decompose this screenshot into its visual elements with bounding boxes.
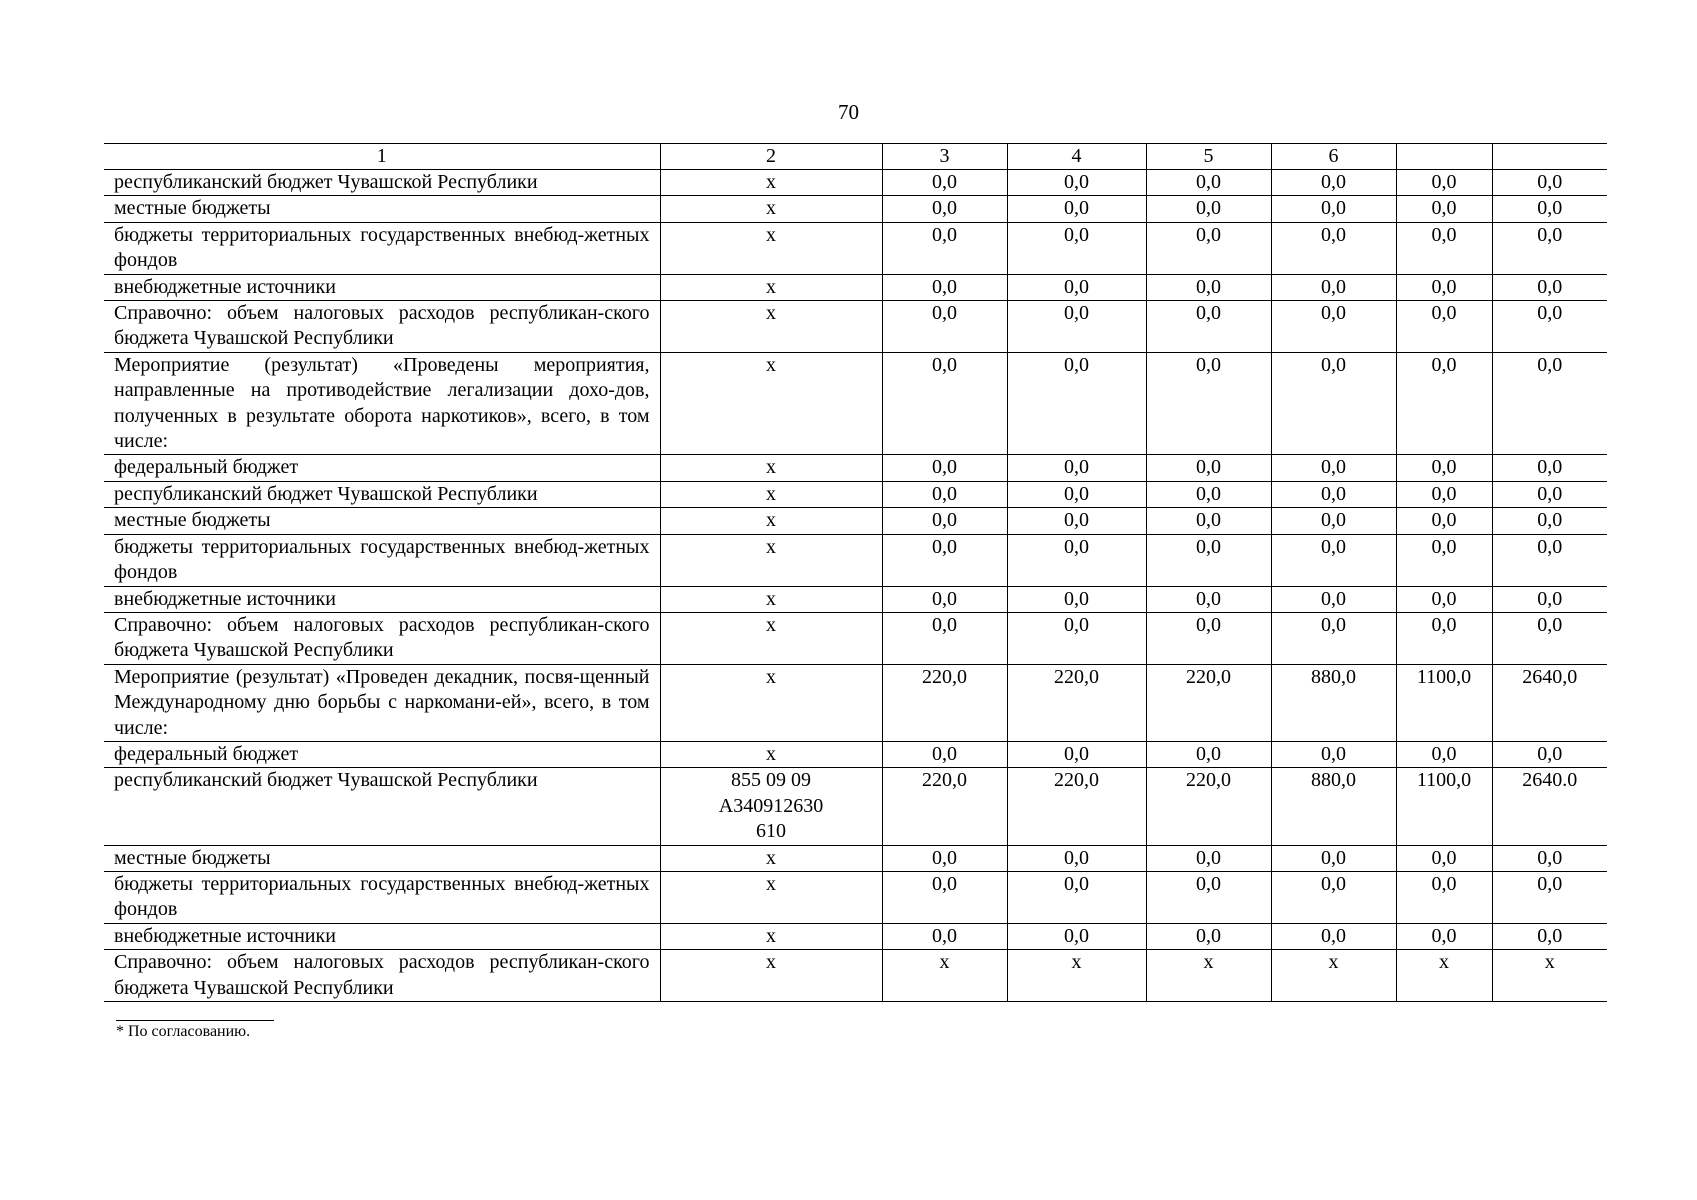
page-number: 70 <box>838 100 859 124</box>
value-cell: 0,0 <box>1271 222 1396 274</box>
value-cell: 0,0 <box>1271 871 1396 923</box>
budget-code-cell: х <box>660 950 882 1002</box>
value-cell: 0,0 <box>882 301 1007 353</box>
value-cell: 0,0 <box>1492 923 1607 949</box>
table-row <box>104 274 1607 300</box>
table-row <box>104 845 1607 871</box>
value-cell: 220,0 <box>1146 768 1271 845</box>
value-cell: 0,0 <box>1271 586 1396 612</box>
value-cell: 0,0 <box>1007 352 1146 455</box>
value-cell: 0,0 <box>1007 196 1146 222</box>
budget-code-cell: х <box>660 222 882 274</box>
value-cell: 0,0 <box>1396 170 1492 196</box>
value-cell: 0,0 <box>1146 845 1271 871</box>
value-cell: 0,0 <box>1492 508 1607 534</box>
header-cell <box>1492 144 1607 170</box>
table-row <box>104 923 1607 949</box>
table-row <box>104 768 1607 845</box>
value-cell: 220,0 <box>882 664 1007 741</box>
value-cell: 0,0 <box>1271 534 1396 586</box>
row-name-cell: Справочно: объем налоговых расходов республикан-ского бюджета Чувашской Республики <box>104 950 660 1002</box>
value-cell: 220,0 <box>1007 664 1146 741</box>
value-cell: 0,0 <box>882 196 1007 222</box>
row-name-cell: местные бюджеты <box>104 508 660 534</box>
header-cell: 1 <box>104 144 660 170</box>
budget-code-cell: х <box>660 196 882 222</box>
value-cell: 0,0 <box>1146 534 1271 586</box>
budget-code-cell: х <box>660 871 882 923</box>
budget-code-cell: х <box>660 455 882 481</box>
value-cell: 0,0 <box>1271 481 1396 507</box>
value-cell: 0,0 <box>1396 845 1492 871</box>
table-row <box>104 222 1607 274</box>
value-cell: 0,0 <box>1007 301 1146 353</box>
budget-table <box>104 143 1607 1002</box>
value-cell: х <box>1271 950 1396 1002</box>
value-cell: 0,0 <box>882 481 1007 507</box>
row-name-cell: местные бюджеты <box>104 845 660 871</box>
value-cell: 0,0 <box>1492 196 1607 222</box>
value-cell: х <box>1492 950 1607 1002</box>
value-cell: 0,0 <box>1492 222 1607 274</box>
row-name-cell: республиканский бюджет Чувашской Республики <box>104 170 660 196</box>
value-cell: 0,0 <box>1396 222 1492 274</box>
value-cell: 0,0 <box>1146 274 1271 300</box>
value-cell: 0,0 <box>1396 481 1492 507</box>
value-cell: 0,0 <box>1396 923 1492 949</box>
value-cell: 0,0 <box>1396 455 1492 481</box>
value-cell: 0,0 <box>1146 481 1271 507</box>
budget-code-cell: х <box>660 301 882 353</box>
row-name-cell: внебюджетные источники <box>104 586 660 612</box>
value-cell: 0,0 <box>882 586 1007 612</box>
budget-code-cell: х <box>660 352 882 455</box>
value-cell: 0,0 <box>1271 923 1396 949</box>
table-row <box>104 508 1607 534</box>
budget-code-cell: х <box>660 508 882 534</box>
value-cell: 0,0 <box>1007 612 1146 664</box>
value-cell: 0,0 <box>1396 741 1492 767</box>
table-header-row <box>104 144 1607 170</box>
value-cell: 0,0 <box>1007 586 1146 612</box>
header-cell: 6 <box>1271 144 1396 170</box>
value-cell: х <box>1007 950 1146 1002</box>
value-cell: 0,0 <box>1271 455 1396 481</box>
value-cell: 0,0 <box>1146 612 1271 664</box>
table-row <box>104 534 1607 586</box>
header-cell: 4 <box>1007 144 1146 170</box>
row-name-cell: федеральный бюджет <box>104 741 660 767</box>
value-cell: 0,0 <box>1007 741 1146 767</box>
row-name-cell: республиканский бюджет Чувашской Республики <box>104 481 660 507</box>
value-cell: 0,0 <box>1146 871 1271 923</box>
value-cell: 0,0 <box>1007 481 1146 507</box>
value-cell: 0,0 <box>1492 352 1607 455</box>
table-row <box>104 481 1607 507</box>
budget-code-cell: х <box>660 664 882 741</box>
value-cell: 0,0 <box>1492 274 1607 300</box>
value-cell: 0,0 <box>1396 586 1492 612</box>
table-row <box>104 950 1607 1002</box>
value-cell: х <box>882 950 1007 1002</box>
row-name-cell: бюджеты территориальных государственных внебюд-жетных фондов <box>104 871 660 923</box>
row-name-cell: Справочно: объем налоговых расходов республикан-ского бюджета Чувашской Республики <box>104 301 660 353</box>
row-name-cell: Мероприятие (результат) «Проведены мероприятия, направленные на противодействие легализации дохо-дов, полученных в результате оборота наркотиков», всего, в том числе: <box>104 352 660 455</box>
value-cell: 0,0 <box>1007 871 1146 923</box>
budget-code-cell: х <box>660 534 882 586</box>
value-cell: 0,0 <box>1271 741 1396 767</box>
value-cell: 1100,0 <box>1396 768 1492 845</box>
value-cell: 0,0 <box>1007 170 1146 196</box>
value-cell: 0,0 <box>1007 455 1146 481</box>
value-cell: 0,0 <box>1492 586 1607 612</box>
row-name-cell: республиканский бюджет Чувашской Республики <box>104 768 660 845</box>
value-cell: 0,0 <box>1007 923 1146 949</box>
value-cell: 2640.0 <box>1492 768 1607 845</box>
header-cell <box>1396 144 1492 170</box>
budget-code-cell: х <box>660 274 882 300</box>
budget-code-cell: х <box>660 170 882 196</box>
value-cell: 0,0 <box>1492 455 1607 481</box>
value-cell: 0,0 <box>1007 274 1146 300</box>
value-cell: 0,0 <box>1007 534 1146 586</box>
value-cell: 220,0 <box>882 768 1007 845</box>
table-row <box>104 612 1607 664</box>
row-name-cell: бюджеты территориальных государственных внебюд-жетных фондов <box>104 222 660 274</box>
row-name-cell: федеральный бюджет <box>104 455 660 481</box>
value-cell: 0,0 <box>1492 871 1607 923</box>
value-cell: 0,0 <box>882 222 1007 274</box>
value-cell: 880,0 <box>1271 664 1396 741</box>
value-cell: 0,0 <box>1271 274 1396 300</box>
table-row <box>104 196 1607 222</box>
value-cell: 0,0 <box>1146 586 1271 612</box>
value-cell: 0,0 <box>882 923 1007 949</box>
value-cell: 0,0 <box>882 741 1007 767</box>
value-cell: 0,0 <box>1146 741 1271 767</box>
header-cell: 2 <box>660 144 882 170</box>
value-cell: 0,0 <box>1492 845 1607 871</box>
value-cell: 0,0 <box>1146 923 1271 949</box>
row-name-cell: внебюджетные источники <box>104 923 660 949</box>
value-cell: 0,0 <box>882 508 1007 534</box>
value-cell: 0,0 <box>882 871 1007 923</box>
value-cell: 0,0 <box>1146 170 1271 196</box>
header-cell: 5 <box>1146 144 1271 170</box>
value-cell: 0,0 <box>1396 508 1492 534</box>
table-row <box>104 455 1607 481</box>
footnote-divider <box>116 1020 274 1021</box>
table-row <box>104 170 1607 196</box>
budget-code-cell: 855 09 09 А340912630 610 <box>660 768 882 845</box>
value-cell: 0,0 <box>1396 301 1492 353</box>
value-cell: 0,0 <box>1396 612 1492 664</box>
budget-code-cell: х <box>660 741 882 767</box>
table-row <box>104 301 1607 353</box>
value-cell: 0,0 <box>1271 612 1396 664</box>
value-cell: 0,0 <box>1146 352 1271 455</box>
budget-code-cell: х <box>660 612 882 664</box>
value-cell: 0,0 <box>882 845 1007 871</box>
budget-code-cell: х <box>660 586 882 612</box>
row-name-cell: внебюджетные источники <box>104 274 660 300</box>
value-cell: х <box>1146 950 1271 1002</box>
value-cell: 0,0 <box>1146 222 1271 274</box>
value-cell: х <box>1396 950 1492 1002</box>
value-cell: 0,0 <box>1146 196 1271 222</box>
footnote: * По согласованию. <box>116 1023 251 1040</box>
row-name-cell: Справочно: объем налоговых расходов республикан-ского бюджета Чувашской Республики <box>104 612 660 664</box>
value-cell: 1100,0 <box>1396 664 1492 741</box>
value-cell: 0,0 <box>1007 845 1146 871</box>
value-cell: 0,0 <box>882 455 1007 481</box>
value-cell: 0,0 <box>1271 845 1396 871</box>
value-cell: 0,0 <box>1492 534 1607 586</box>
row-name-cell: бюджеты территориальных государственных внебюд-жетных фондов <box>104 534 660 586</box>
value-cell: 0,0 <box>1396 871 1492 923</box>
table-row <box>104 741 1607 767</box>
budget-code-cell: х <box>660 923 882 949</box>
value-cell: 0,0 <box>882 274 1007 300</box>
value-cell: 220,0 <box>1007 768 1146 845</box>
value-cell: 0,0 <box>1396 352 1492 455</box>
value-cell: 0,0 <box>1271 170 1396 196</box>
value-cell: 0,0 <box>1271 301 1396 353</box>
value-cell: 0,0 <box>1492 741 1607 767</box>
row-name-cell: Мероприятие (результат) «Проведен декадник, посвя-щенный Международному дню борьбы с наркомани-ей», всего, в том числе: <box>104 664 660 741</box>
value-cell: 220,0 <box>1146 664 1271 741</box>
table-row <box>104 871 1607 923</box>
value-cell: 2640,0 <box>1492 664 1607 741</box>
value-cell: 0,0 <box>1007 222 1146 274</box>
value-cell: 0,0 <box>1396 534 1492 586</box>
value-cell: 0,0 <box>882 534 1007 586</box>
value-cell: 0,0 <box>1271 508 1396 534</box>
value-cell: 0,0 <box>1492 301 1607 353</box>
budget-code-cell: х <box>660 845 882 871</box>
table-row <box>104 664 1607 741</box>
value-cell: 0,0 <box>1007 508 1146 534</box>
value-cell: 0,0 <box>1271 352 1396 455</box>
value-cell: 0,0 <box>882 352 1007 455</box>
value-cell: 0,0 <box>1146 508 1271 534</box>
value-cell: 0,0 <box>1146 301 1271 353</box>
value-cell: 880,0 <box>1271 768 1396 845</box>
header-cell: 3 <box>882 144 1007 170</box>
value-cell: 0,0 <box>1146 455 1271 481</box>
value-cell: 0,0 <box>882 170 1007 196</box>
value-cell: 0,0 <box>1271 196 1396 222</box>
table-row <box>104 352 1607 455</box>
table-row <box>104 586 1607 612</box>
value-cell: 0,0 <box>1396 196 1492 222</box>
value-cell: 0,0 <box>882 612 1007 664</box>
value-cell: 0,0 <box>1396 274 1492 300</box>
row-name-cell: местные бюджеты <box>104 196 660 222</box>
budget-code-cell: х <box>660 481 882 507</box>
value-cell: 0,0 <box>1492 170 1607 196</box>
value-cell: 0,0 <box>1492 481 1607 507</box>
value-cell: 0,0 <box>1492 612 1607 664</box>
